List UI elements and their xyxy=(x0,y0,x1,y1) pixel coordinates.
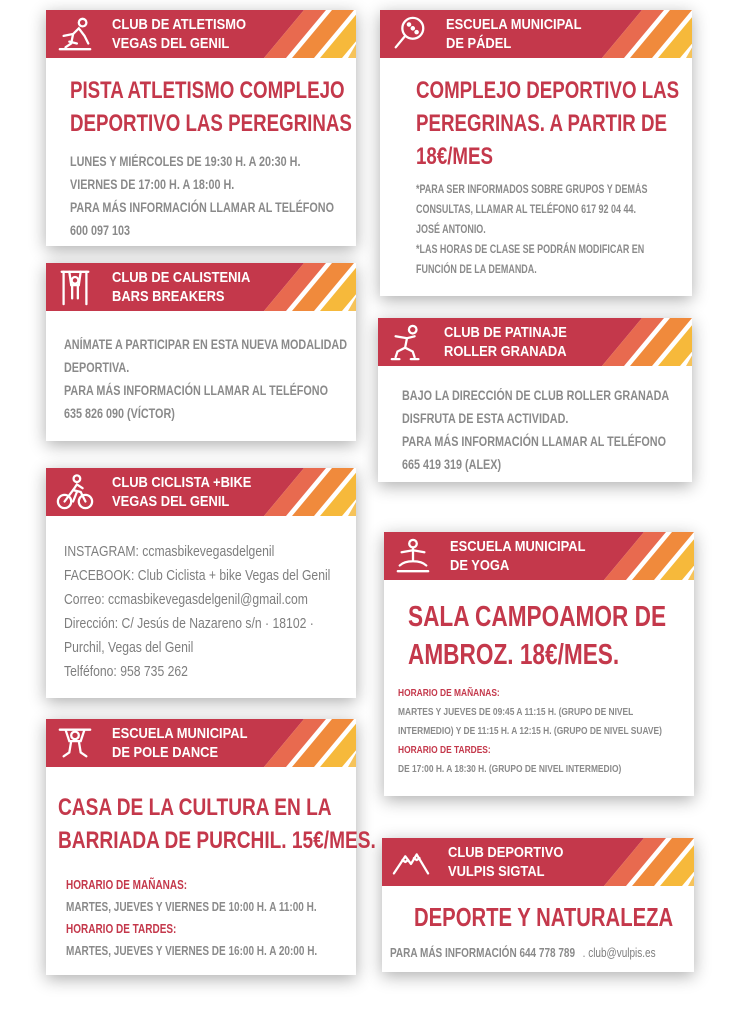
card-headline: PISTA ATLETISMO COMPLEJO DEPORTIVO LAS PEREGRINAS xyxy=(70,77,352,137)
card-header xyxy=(46,468,356,516)
card-atletismo xyxy=(46,10,356,246)
card-title: CLUB DE PATINAJE ROLLER GRANADA xyxy=(444,324,567,360)
card-body: HORARIO DE MAÑANAS: MARTES, JUEVES Y VIERNES DE 10:00 H. A 11:00 H. HORARIO DE TARDES: MARTES, JUEVES Y VIERNES DE 16:00 H. A 20:00 H. xyxy=(66,878,318,958)
padel-racket-icon xyxy=(390,15,428,53)
card-headline: CASA DE LA CULTURA EN LA BARRIADA DE PURCHIL. 15€/MES. xyxy=(58,794,376,854)
card-title: CLUB DE CALISTENIA BARS BREAKERS xyxy=(112,269,251,305)
runner-icon xyxy=(56,15,94,53)
info-email[interactable]: . club@vulpis.es xyxy=(582,946,656,960)
card-title: CLUB CICLISTA +BIKE VEGAS DEL GENIL xyxy=(112,474,252,510)
card-body: HORARIO DE MAÑANAS: MARTES Y JUEVES DE 09:45 A 11:15 H. (GRUPO DE NIVEL INTERMEDIO) Y DE 11:15 H. A 12:15 H. (GRUPO DE NIVEL SUAVE) HORARIO DE TARDES: DE 17:00 H. A 18:30 H. (GRUPO DE NIVEL INTERMEDIO) xyxy=(398,687,662,775)
stripes-decoration xyxy=(604,838,694,886)
card-header xyxy=(380,10,692,58)
pole-dancer-icon xyxy=(56,724,94,762)
card-header xyxy=(46,719,356,767)
stripes-decoration xyxy=(264,10,356,58)
card-headline: COMPLEJO DEPORTIVO LAS PEREGRINAS. A PARTIR DE 18€/MES xyxy=(416,77,680,170)
card-pole-dance xyxy=(46,719,376,975)
card-title: ESCUELA MUNICIPAL DE POLE DANCE xyxy=(112,725,248,761)
stripes-decoration xyxy=(264,263,356,311)
card-patinaje xyxy=(378,318,692,482)
card-yoga xyxy=(384,532,694,796)
card-body: ANÍMATE A PARTICIPAR EN ESTA NUEVA MODALIDAD DEPORTIVA. PARA MÁS INFORMACIÓN LLAMAR AL TELÉFONO 635 826 090 (VÍCTOR) xyxy=(64,337,347,421)
card-ciclista xyxy=(46,468,356,698)
skater-icon xyxy=(388,323,426,361)
stripes-decoration xyxy=(604,532,694,580)
card-title: ESCUELA MUNICIPAL DE PÁDEL xyxy=(446,16,582,52)
card-header xyxy=(382,838,694,886)
stripes-decoration xyxy=(602,318,692,366)
yoga-pose-icon xyxy=(394,537,432,575)
card-header xyxy=(378,318,692,366)
card-body: *PARA SER INFORMADOS SOBRE GRUPOS Y DEMÁS CONSULTAS, LLAMAR AL TELÉFONO 617 92 04 44. JOSÉ ANTONIO. *LAS HORAS DE CLASE SE PODRÁN MODIFICAR EN FUNCIÓN DE LA DEMANDA. xyxy=(416,184,648,276)
card-calistenia xyxy=(46,263,356,441)
card-title: CLUB DEPORTIVO VULPIS SIGTAL xyxy=(448,844,564,880)
mountains-icon xyxy=(392,843,430,881)
stripes-decoration xyxy=(602,10,692,58)
card-title: ESCUELA MUNICIPAL DE YOGA xyxy=(450,538,586,574)
card-title: CLUB DE ATLETISMO VEGAS DEL GENIL xyxy=(112,16,247,52)
info-phone: PARA MÁS INFORMACIÓN 644 778 789 xyxy=(390,946,576,960)
stripes-decoration xyxy=(264,719,356,767)
card-body: BAJO LA DIRECCIÓN DE CLUB ROLLER GRANADA DISFRUTA DE ESTA ACTIVIDAD. PARA MÁS INFORMACIÓN LLAMAR AL TELÉFONO 665 419 319 (ALEX) xyxy=(402,388,670,472)
card-header xyxy=(46,263,356,311)
pullup-bar-icon xyxy=(56,268,94,306)
card-body xyxy=(390,944,656,962)
cyclist-icon xyxy=(56,473,94,511)
stripes-decoration xyxy=(264,468,356,516)
card-headline: DEPORTE Y NATURALEZA xyxy=(414,902,674,932)
card-header xyxy=(384,532,694,580)
card-padel xyxy=(380,10,692,296)
card-body: LUNES Y MIÉRCOLES DE 19:30 H. A 20:30 H. VIERNES DE 17:00 H. A 18:00 H. PARA MÁS INFORMACIÓN LLAMAR AL TELÉFONO 600 097 103 xyxy=(70,154,334,238)
card-vulpis xyxy=(382,838,694,972)
card-header xyxy=(46,10,356,58)
card-body: INSTAGRAM: ccmasbikevegasdelgenil FACEBOOK: Club Ciclista + bike Vegas del Genil Correo: ccmasbikevegasdelgenil@gmail.com Dirección: C/ Jesús de Nazareno s/n · 18102 · Purchil, Vegas del Genil Telféfono: 958 735 262 xyxy=(64,544,331,680)
card-headline: SALA CAMPOAMOR DE AMBROZ. 18€/MES. xyxy=(408,601,667,671)
